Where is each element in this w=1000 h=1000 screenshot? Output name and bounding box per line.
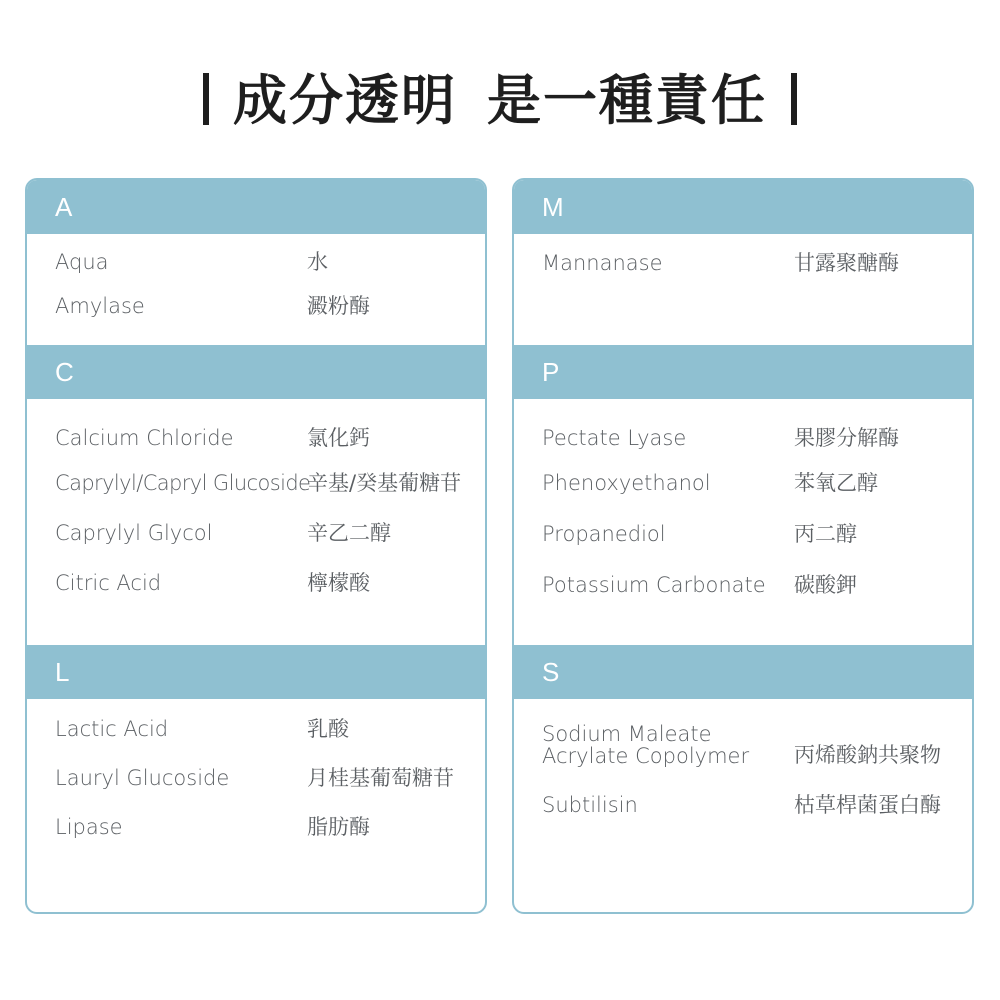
- ingredient-en: Lauryl Glucoside: [55, 766, 230, 790]
- ingredient-en: Aqua: [55, 250, 109, 274]
- ingredient-zh: 檸檬酸: [307, 571, 370, 595]
- title-part-1: 成分透明: [233, 69, 457, 132]
- section-header-c: C: [27, 345, 485, 399]
- ingredient-zh: 丙烯酸鈉共聚物: [794, 743, 941, 767]
- ingredient-en: Citric Acid: [55, 571, 162, 595]
- ingredient-en: Lactic Acid: [55, 717, 169, 741]
- ingredient-en: Potassium Carbonate: [542, 573, 766, 597]
- section-header-a: A: [27, 180, 485, 234]
- ingredient-zh: 脂肪酶: [307, 815, 370, 839]
- ingredient-zh: 月桂基葡萄糖苷: [307, 766, 454, 790]
- page-title: [0, 58, 1000, 135]
- ingredient-zh: 氯化鈣: [307, 426, 370, 450]
- ingredient-zh: 辛基/癸基葡糖苷: [307, 471, 462, 495]
- section-header-s: S: [514, 645, 972, 699]
- ingredient-panel-right: [512, 178, 974, 914]
- ingredient-en: Sodium Maleate Acrylate Copolymer: [542, 722, 750, 768]
- ingredient-zh: 丙二醇: [794, 522, 857, 546]
- ingredient-zh: 甘露聚醣酶: [794, 251, 899, 275]
- ingredient-en: Phenoxyethanol: [542, 471, 711, 495]
- ingredient-panel-left: [25, 178, 487, 914]
- title-right-bar: [791, 73, 797, 125]
- title-left-bar: [203, 73, 209, 125]
- ingredient-en: Propanediol: [542, 522, 666, 546]
- ingredient-en: Lipase: [55, 815, 123, 839]
- ingredient-en: Subtilisin: [542, 793, 638, 817]
- section-header-m: M: [514, 180, 972, 234]
- ingredient-zh: 枯草桿菌蛋白酶: [794, 793, 941, 817]
- ingredient-en: Pectate Lyase: [542, 426, 687, 450]
- ingredient-en: Caprylyl/Capryl Glucoside: [55, 471, 311, 495]
- ingredient-zh: 澱粉酶: [307, 294, 370, 318]
- ingredient-en: Caprylyl Glycol: [55, 521, 213, 545]
- title-part-2: 是一種責任: [487, 69, 767, 132]
- ingredient-zh: 果膠分解酶: [794, 426, 899, 450]
- section-header-l: L: [27, 645, 485, 699]
- ingredient-en: Amylase: [55, 294, 145, 318]
- ingredient-zh: 辛乙二醇: [307, 521, 391, 545]
- ingredient-zh: 乳酸: [307, 717, 349, 741]
- ingredient-zh: 水: [307, 250, 328, 274]
- section-header-p: P: [514, 345, 972, 399]
- ingredient-en: Calcium Chloride: [55, 426, 234, 450]
- ingredient-en: Mannanase: [542, 251, 663, 275]
- ingredient-zh: 碳酸鉀: [794, 573, 857, 597]
- ingredient-zh: 苯氧乙醇: [794, 471, 878, 495]
